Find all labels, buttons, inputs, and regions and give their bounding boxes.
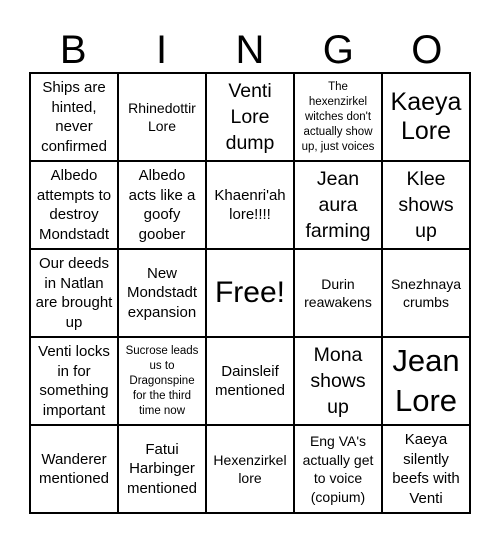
bingo-cell[interactable]: [30, 161, 118, 249]
header-letter-n: N: [235, 28, 265, 72]
bingo-cell[interactable]: [294, 425, 382, 513]
bingo-cell[interactable]: [118, 337, 206, 425]
bingo-cell[interactable]: [30, 249, 118, 337]
bingo-cell[interactable]: [118, 73, 206, 161]
cell-text: Wanderer mentioned: [38, 450, 110, 487]
cell-text: Albedo acts like a goofy goober: [128, 167, 196, 243]
cell-text: Snezhnaya crumbs: [390, 275, 462, 310]
cell-text: New Mondstadt expansion: [126, 264, 198, 321]
cell-text: Hexenzirkel lore: [213, 451, 287, 486]
header-letter-g: G: [322, 28, 354, 72]
cell-text: Klee shows up: [398, 168, 454, 242]
cell-text: Kaeya Lore: [390, 88, 462, 145]
bingo-cell[interactable]: [382, 337, 470, 425]
bingo-header: [29, 28, 471, 72]
cell-text: Rhinedottir Lore: [128, 99, 196, 134]
bingo-cell[interactable]: [294, 73, 382, 161]
bingo-cell[interactable]: [206, 161, 294, 249]
cell-text: Dainsleif mentioned: [214, 362, 286, 399]
cell-text: The hexenzirkel witches don't actually show up, just voices: [301, 80, 375, 153]
cell-text: Sucrose leads us to Dragonspine for the third time now: [125, 344, 199, 417]
cell-text: Venti Lore dump: [225, 80, 275, 154]
cell-text: Fatui Harbinger mentioned: [126, 440, 198, 497]
bingo-cell[interactable]: [118, 425, 206, 513]
bingo-cell[interactable]: [118, 161, 206, 249]
bingo-cell[interactable]: [382, 73, 470, 161]
cell-text: Durin reawakens: [304, 275, 372, 310]
bingo-cell[interactable]: [294, 249, 382, 337]
bingo-cell free-space[interactable]: [206, 249, 294, 337]
cell-text: Khaenri'ah lore!!!!: [214, 186, 286, 223]
bingo-cell[interactable]: [294, 337, 382, 425]
cell-text: Free!: [214, 276, 286, 309]
bingo-card-grid: [29, 72, 471, 514]
bingo-cell[interactable]: [206, 425, 294, 513]
header-letter-o: O: [411, 28, 443, 72]
cell-text: Kaeya silently beefs with Venti: [392, 431, 460, 507]
cell-text: Our deeds in Natlan are brought up: [35, 255, 113, 331]
bingo-cell[interactable]: [30, 73, 118, 161]
cell-text: Venti locks in for something important: [38, 343, 110, 419]
header-letter-i: I: [156, 28, 168, 72]
header-letter-b: B: [59, 28, 87, 72]
bingo-cell[interactable]: [294, 161, 382, 249]
cell-text: Jean aura farming: [305, 168, 371, 242]
cell-text: Albedo attempts to destroy Mondstadt: [36, 167, 112, 243]
bingo-cell[interactable]: [206, 337, 294, 425]
bingo-cell[interactable]: [382, 161, 470, 249]
bingo-cell[interactable]: [382, 249, 470, 337]
bingo-cell[interactable]: [30, 337, 118, 425]
cell-text: Jean Lore: [392, 343, 460, 418]
bingo-cell[interactable]: [382, 425, 470, 513]
cell-text: Mona shows up: [310, 344, 366, 418]
bingo-cell[interactable]: [118, 249, 206, 337]
cell-text: Ships are hinted, never confirmed: [41, 79, 107, 155]
cell-text: Eng VA's actually get to voice (copium): [302, 433, 374, 505]
bingo-cell[interactable]: [206, 73, 294, 161]
bingo-cell[interactable]: [30, 425, 118, 513]
